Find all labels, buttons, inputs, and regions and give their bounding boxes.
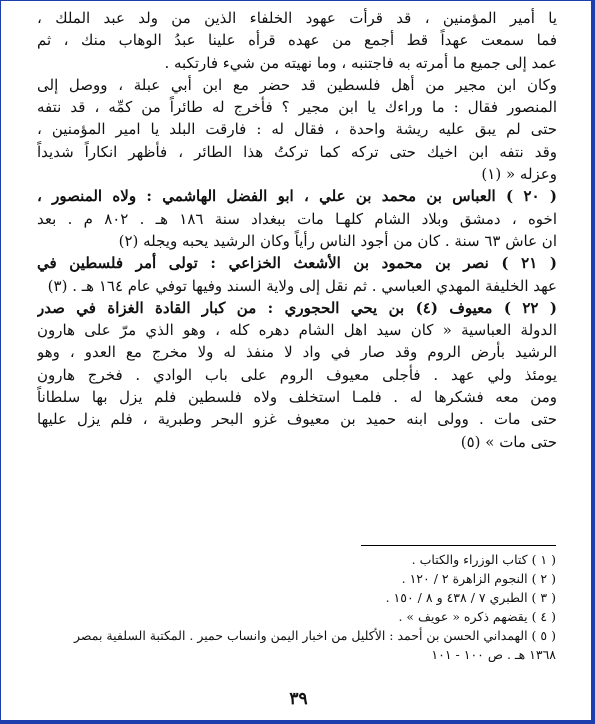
footnote: ( ٥ ) الهمداني الحسن بن أحمد : الأكليل من اخبار اليمن وانساب حمير . المكتبة السلفية بمصر [74, 628, 556, 643]
entry-heading-line: ( ٢٠ ) العباس بن محمد بن علي ، ابو الفضل الهاشمي : ولاه المنصور ، [37, 187, 557, 206]
text-line: ان عاش ٦٣ سنة . كان من أجود الناس رأياً وكان الرشيد يحبه ويجله (٢) [118, 231, 557, 250]
text-line: فما سمعت عهداً قط أجمع من عهده قرأه علينا عبدُ الوهاب منك ، ثم [37, 31, 557, 50]
text-line: اخوه ، دمشق وبلاد الشام كلهـا مات ببغداد سنة ١٨٦ هـ . ٨٠٢ م . بعد [37, 209, 557, 228]
footnote-separator [361, 545, 556, 546]
text-line: حتى مات . وولى ابنه حميد بن معيوف غزو البحر وطبرية ، فلم يزل عليها [37, 410, 557, 429]
text-line: يومئذ ولي عهد . فأجلى معيوف الروم على باب الوادي . فخرج هارون [37, 365, 557, 384]
footnote: ( ٣ ) الطبري ٧ / ٤٣٨ و ٨ / ١٥٠ . [385, 590, 556, 605]
footnote: ١٣٦٨ هـ . ص ١٠٠ - ١٠١ [431, 647, 556, 662]
text-line: الدولة العباسية « كان سيد اهل الشام دهره كله ، وهو الذي مرّ على هارون [37, 321, 557, 340]
footnotes [41, 550, 556, 664]
text-line: المنصور فقال : ما وراءك يا ابن مجير ؟ فأخرج له طائراً من كمِّه ، قد نتفه [37, 98, 557, 117]
footnote: ( ١ ) كتاب الوزراء والكتاب . [411, 552, 556, 567]
text-line: وكان ابن مجير من أهل فلسطين قد حضر مع ابن أبي عبلة ، ووصل إلى [37, 75, 557, 94]
text-line: يا أمير المؤمنين ، قد قرأت عهود الخلفاء الذين من ولد عبد الملك ، [37, 9, 557, 27]
footnote: ( ٢ ) النجوم الزاهرة ٢ / ١٢٠ . [401, 571, 556, 586]
text-line: وقد نتفه ابن اخيك حتى تركه كما تركتُ هذا الطائر ، فأظهر انكاراً شديداً [37, 142, 557, 161]
entry-heading-line: ( ٢٢ ) معيوف (٤) بن يحي الحجوري : من كبار القادة الغزاة في صدر [37, 298, 557, 317]
text-line: حتى لم يبق عليه ريشة واحدة ، فقال له : فارقت البلد يا امير المؤمنين ، [37, 120, 557, 139]
text-line: حتى مات » (٥) [460, 432, 557, 451]
body-text [37, 7, 557, 453]
window-frame-right [591, 1, 594, 723]
entry-heading-line: ( ٢١ ) نصر بن محمود بن الأشعث الخزاعي : تولى أمر فلسطين في [37, 254, 557, 273]
text-line: وعزله « (١) [481, 165, 557, 184]
window-frame-bottom [1, 720, 594, 723]
text-line: الرشيد بأرض الروم وقد صار في واد لا منفذ له ولا مخرج مع العدو ، وهو [37, 343, 557, 362]
page-number: ٣٩ [289, 689, 308, 709]
text-line: ومن معه فشكرها له . فلمـا استخلف ولاه فلسطين فلم يزل بها سلطاناً [37, 388, 557, 407]
text-line: عمد إلى جميع ما أمرته به فاجتنبه ، وما نهيته من شيء فارتكبه . [164, 53, 557, 72]
footnote: ( ٤ ) يقضهم ذكره « عويف » . [398, 609, 556, 624]
text-line: عهد الخليفة المهدي العباسي . ثم نقل إلى ولاية السند وفيها توفي عام ١٦٤ هـ . (٣) [47, 276, 557, 295]
